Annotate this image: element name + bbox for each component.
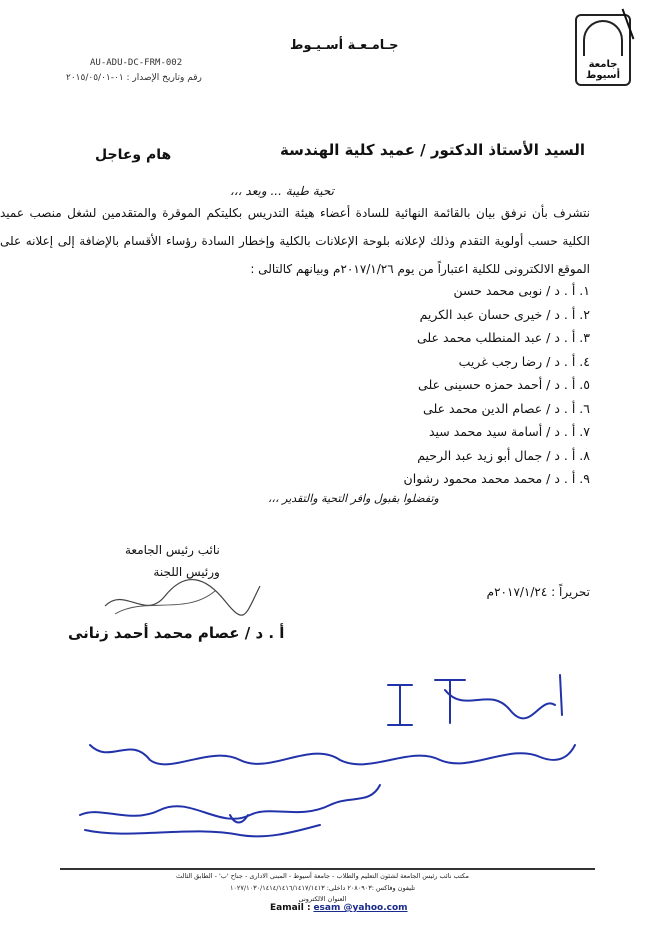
list-item: ٣. أ . د / عبد المنطلب محمد على — [416, 330, 590, 345]
email-label: Eamail : — [270, 903, 311, 913]
list-item: ١. أ . د / نوبى محمد حسن — [453, 283, 590, 298]
signatory-name: أ . د / عصام محمد أحمد زنانى — [68, 624, 285, 642]
signatory-title-line1: نائب رئيس الجامعة — [125, 543, 220, 557]
handwritten-annotation — [70, 665, 580, 850]
letter-body: نتشرف بأن نرفق بيان بالقائمة النهائية للسادة أعضاء هيئة التدريس بكليتكم الموقرة والمتقدمين لشغل منصب عميد الكلية حسب أولوية التقدم وذلك لإعلانه بلوحة الإعلانات بالكلية وإخطار السادة رؤساء الأقسام بالإضافة إلى إعلانه على الموقع الالكترونى للكلية اعتباراً من يوم ٢٠١٧/١/٢٦م وبيانهم كالتالى : — [0, 206, 590, 276]
footer-email-caption: العنوان الالكترونى — [298, 895, 347, 903]
form-code: AU-ADU-DC-FRM-002 — [90, 58, 183, 68]
footer-address: مكتب نائب رئيس الجامعة لشئون التعليم والطلاب - جامعة أسيوط - المبنى الادارى - جناح 'ب' - الطابق الثالث — [176, 872, 469, 880]
email-link[interactable]: esam @yahoo.com — [313, 903, 408, 913]
logo-arch-icon — [583, 20, 623, 56]
signatory-title-line2: ورئيس اللجنة — [153, 565, 220, 579]
greeting: تحية طيبة ... وبعد ،،، — [230, 184, 334, 198]
addressee: السيد الأستاذ الدكتور / عميد كلية الهندسة — [280, 141, 585, 159]
candidate-list — [290, 279, 590, 491]
list-item: ٢. أ . د / خيرى حسان عبد الكريم — [419, 306, 590, 322]
footer-divider — [60, 868, 595, 870]
list-item: ٧. أ . د / أسامة سيد محمد سيد — [428, 424, 590, 439]
list-item: ٥. أ . د / أحمد حمزه حسينى على — [418, 377, 590, 392]
list-item: ٩. أ . د / محمد محمد محمود رشوان — [403, 471, 590, 486]
signature-scribble — [95, 566, 265, 626]
urgency-label: هام وعاجل — [95, 147, 172, 163]
university-logo — [575, 14, 631, 86]
letter-date: تحريراً : ٢٠١٧/١/٢٤م — [486, 585, 590, 599]
logo-text: جامعة أسيوط — [586, 59, 620, 81]
list-item: ٤. أ . د / رضا رجب غريب — [458, 353, 590, 369]
footer-phone: تليفون وفاكس :٢٠٨٠٩٠٣ داخلى: ١٠٢٧/١٠٣٠/١٤١٤/١٤١٦/١٤١٧/١٤١٣ — [229, 884, 416, 892]
footer-email — [270, 903, 408, 913]
university-name: جـامـعـة أسـيـوط — [290, 38, 399, 53]
list-item: ٦. أ . د / عصام الدين محمد على — [423, 400, 590, 416]
list-item: ٨. أ . د / جمال أبو زيد عبد الرحيم — [417, 447, 590, 463]
issue-line: رقم وتاريخ الإصدار : ٠١-٢٠١٥/٠٥/٠١ — [66, 73, 202, 83]
closing: وتفضلوا بقبول وافر التحية والتقدير ،،، — [268, 492, 439, 505]
